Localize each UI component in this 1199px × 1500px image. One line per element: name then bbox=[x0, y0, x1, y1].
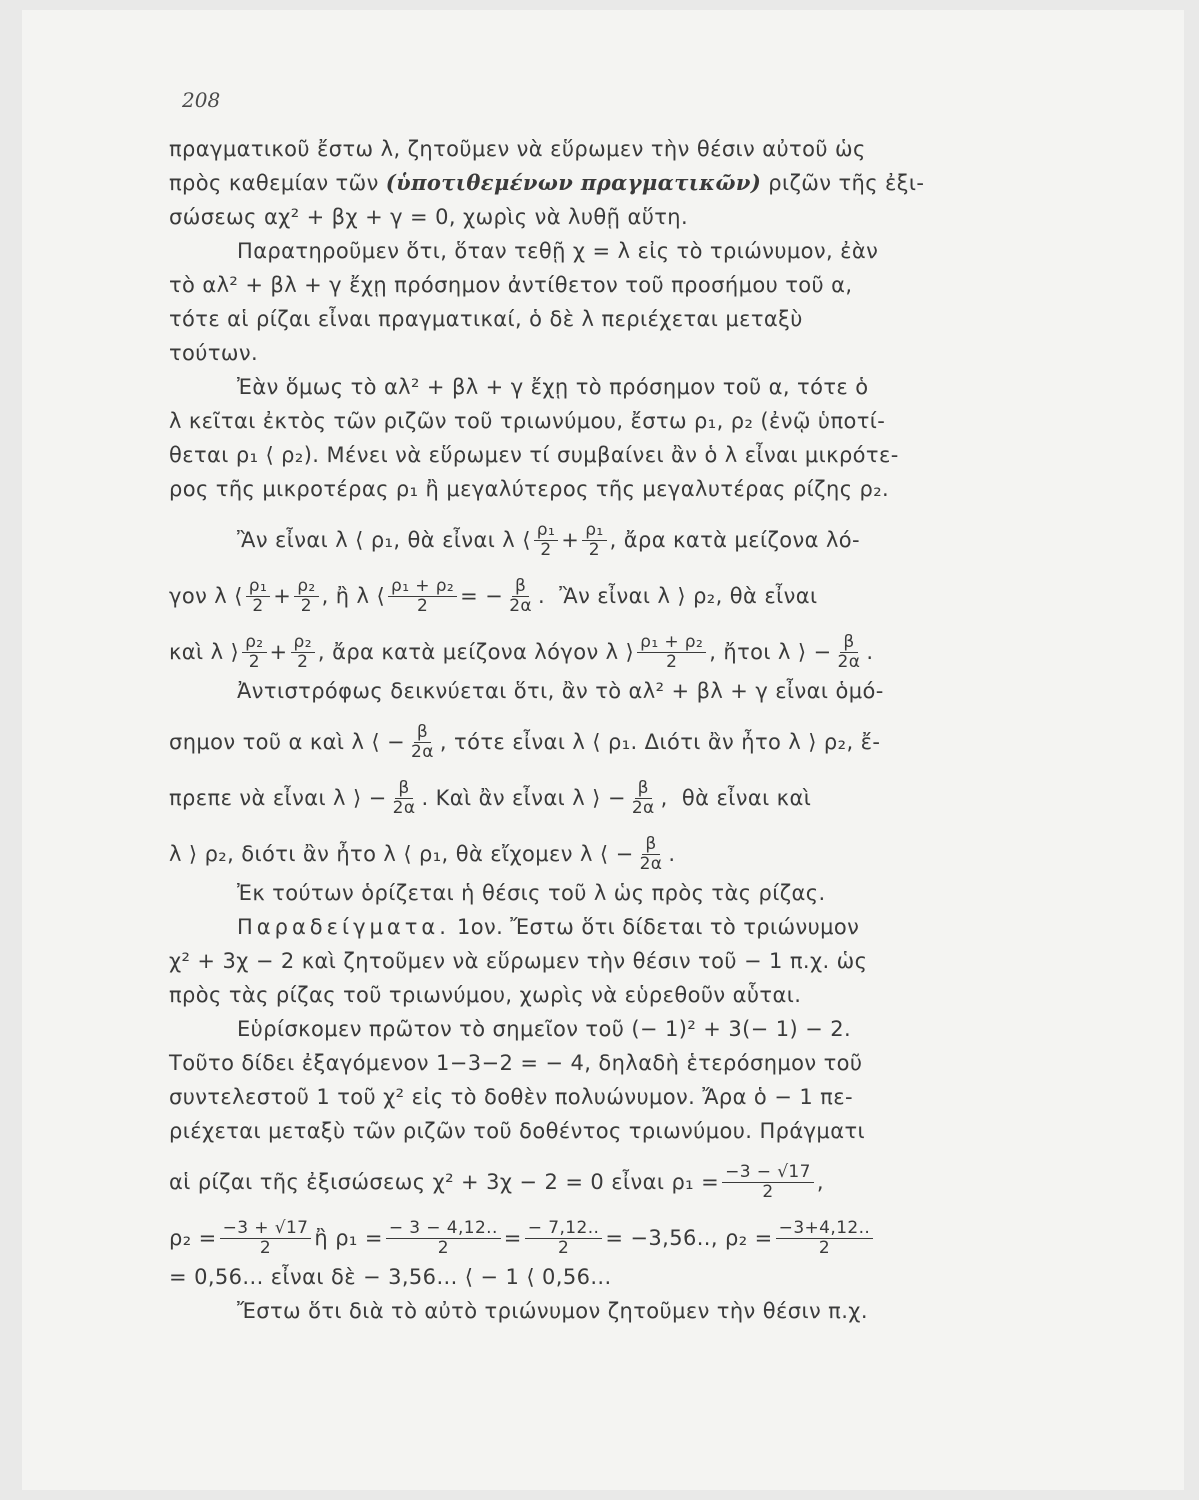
fraction: $\frac{\text{ρ₂}}{2}$ bbox=[242, 633, 266, 672]
text-line: τότε αἱ ρίζαι εἶναι πραγματικαί, ὁ δὲ λ περιέχεται μεταξὺ bbox=[169, 307, 803, 331]
fraction: $\frac{-3 - √17}{2}$ bbox=[722, 1163, 814, 1202]
text-line: χ² + 3χ − 2 καὶ ζητοῦμεν νὰ εὕρωμεν τὴν θέσιν τοῦ − 1 π.χ. ὡς bbox=[169, 949, 868, 973]
section-heading: Παραδείγματα. bbox=[237, 915, 450, 939]
text-line: σώσεως αχ² + βχ + γ = 0, χωρὶς νὰ λυθῇ αὕτη. bbox=[169, 205, 689, 229]
text-line: λ κεῖται ἐκτὸς τῶν ριζῶν τοῦ τριωνύμου, ἔστω ρ₁, ρ₂ (ἐνῷ ὑποτί- bbox=[169, 409, 886, 433]
fraction: $\frac{\text{ρ₁}}{2}$ bbox=[582, 521, 606, 560]
fraction: $\frac{\text{ρ₁}}{2}$ bbox=[534, 521, 558, 560]
fraction: $\frac{\text{ρ₁ + ρ₂}}{2}$ bbox=[637, 633, 706, 672]
text-line: ριέχεται μεταξὺ τῶν ριζῶν τοῦ δοθέντος τριωνύμου. Πράγματι bbox=[169, 1119, 865, 1143]
text-line: πρὸς καθεμίαν τῶν (ὑποτιθεμένων πραγματικῶν) ριζῶν τῆς ἐξι- bbox=[169, 170, 925, 195]
formula-line: λ ⟩ ρ₂, διότι ἂν ἦτο λ ⟨ ρ₁, θὰ εἴχομεν λ ⟨ − $\frac{\beta}{2\alpha}$ . bbox=[169, 833, 676, 874]
fraction: $\frac{\beta}{2\alpha}$ bbox=[411, 721, 434, 762]
text-line: συντελεστοῦ 1 τοῦ χ² εἰς τὸ δοθὲν πολυώνυμον. Ἄρα ὁ − 1 πε- bbox=[169, 1085, 853, 1109]
text-line: Τοῦτο δίδει ἐξαγόμενον 1−3−2 = − 4, δηλαδὴ ἑτερόσημον τοῦ bbox=[169, 1051, 863, 1075]
fraction: $\frac{\beta}{2\alpha}$ bbox=[837, 631, 861, 672]
fraction: $\frac{\beta}{2\alpha}$ bbox=[509, 575, 533, 616]
formula-line: γον λ ⟨ $\frac{\text{ρ₁}}{2}$ + $\frac{\text{ρ₂}}{2}$ , ἢ λ ⟨ $\frac{\text{ρ₁ + ρ₂}}{2}$ = − $\frac{\beta}{2\alpha}$ . Ἂν εἶναι λ ⟩ ρ₂, θὰ εἶναι bbox=[169, 575, 818, 616]
text-line: Ἔστω ὅτι διὰ τὸ αὐτὸ τριώνυμον ζητοῦμεν τὴν θέσιν π.χ. bbox=[237, 1299, 868, 1323]
text-line: πρὸς τὰς ρίζας τοῦ τριωνύμου, χωρὶς νὰ εὑρεθοῦν αὗται. bbox=[169, 983, 802, 1007]
text-line: Ἀντιστρόφως δεικνύεται ὅτι, ἂν τὸ αλ² + βλ + γ εἶναι ὁμό- bbox=[237, 679, 884, 703]
fraction: $\frac{\text{ρ₁ + ρ₂}}{2}$ bbox=[388, 577, 457, 616]
fraction: $\frac{-3+4,12..}{2}$ bbox=[776, 1219, 874, 1258]
text-line: Εὑρίσκομεν πρῶτον τὸ σημεῖον τοῦ (− 1)² + 3(− 1) − 2. bbox=[237, 1017, 852, 1041]
text-line: = 0,56... εἶναι δὲ − 3,56... ⟨ − 1 ⟨ 0,56... bbox=[169, 1265, 612, 1289]
page-number: 208 bbox=[182, 88, 221, 112]
text-line: Παραδείγματα. 1ον. Ἔστω ὅτι δίδεται τὸ τριώνυμον bbox=[237, 915, 860, 939]
text-line: Παρατηροῦμεν ὅτι, ὅταν τεθῇ χ = λ εἰς τὸ τριώνυμον, ἐὰν bbox=[237, 239, 879, 263]
fraction: $\frac{\beta}{2\alpha}$ bbox=[631, 777, 655, 818]
formula-line: πρεπε νὰ εἶναι λ ⟩ − $\frac{\beta}{2\alpha}$ . Καὶ ἂν εἶναι λ ⟩ − $\frac{\beta}{2\alpha}$ , θὰ εἶναι καὶ bbox=[169, 777, 812, 818]
emphasis-text: (ὑποτιθεμένων πραγματικῶν) bbox=[385, 170, 762, 195]
fraction: $\frac{\text{ρ₂}}{2}$ bbox=[291, 633, 315, 672]
book-page bbox=[22, 10, 1184, 1490]
formula-line: αἱ ρίζαι τῆς ἐξισώσεως χ² + 3χ − 2 = 0 εἶναι ρ₁ = $\frac{-3 - √17}{2}$ , bbox=[169, 1161, 824, 1202]
fraction: $\frac{-3 + √17}{2}$ bbox=[220, 1219, 312, 1258]
page-body bbox=[169, 138, 1099, 1334]
text-line: τούτων. bbox=[169, 341, 259, 365]
formula-line: ρ₂ = $\frac{-3 + √17}{2}$ ἢ ρ₁ = $\frac{- 3 - 4,12..}{2}$ = $\frac{- 7,12..}{2}$ = −3,56.., ρ₂ = $\frac{-3+4,12..}{2}$ bbox=[169, 1210, 1099, 1266]
fraction: $\frac{\beta}{2\alpha}$ bbox=[392, 777, 416, 818]
fraction: $\frac{\text{ρ₁}}{2}$ bbox=[246, 577, 270, 616]
fraction: $\frac{\beta}{2\alpha}$ bbox=[639, 833, 663, 874]
text-line: πραγματικοῦ ἔστω λ, ζητοῦμεν νὰ εὕρωμεν τὴν θέσιν αὐτοῦ ὡς bbox=[169, 137, 866, 161]
text-line: ρος τῆς μικροτέρας ρ₁ ἢ μεγαλύτερος τῆς μεγαλυτέρας ρίζης ρ₂. bbox=[169, 477, 890, 501]
formula-line: Ἂν εἶναι λ ⟨ ρ₁, θὰ εἶναι λ ⟨ $\frac{\text{ρ₁}}{2}$ + $\frac{\text{ρ₁}}{2}$ , ἄρα κατὰ μείζονα λό- bbox=[237, 519, 861, 560]
fraction: $\frac{- 3 - 4,12..}{2}$ bbox=[386, 1219, 501, 1258]
text-line: Ἐὰν ὅμως τὸ αλ² + βλ + γ ἔχῃ τὸ πρόσημον τοῦ α, τότε ὁ bbox=[237, 375, 869, 399]
text-line: τὸ αλ² + βλ + γ ἔχῃ πρόσημον ἀντίθετον τοῦ προσήμου τοῦ α, bbox=[169, 273, 853, 297]
formula-line: καὶ λ ⟩ $\frac{\text{ρ₂}}{2}$ + $\frac{\text{ρ₂}}{2}$ , ἄρα κατὰ μείζονα λόγον λ ⟩ $\frac{\text{ρ₁ + ρ₂}}{2}$ , ἤτοι λ ⟩ − $\frac{\beta}{2\alpha}$ . bbox=[169, 631, 874, 672]
formula-line: σημον τοῦ α καὶ λ ⟨ − $\frac{\beta}{2\alpha}$ , τότε εἶναι λ ⟨ ρ₁. Διότι ἂν ἦτο λ ⟩ ρ₂, ἔ- bbox=[169, 721, 881, 762]
fraction: $\frac{- 7,12..}{2}$ bbox=[525, 1219, 603, 1258]
text-line: Ἐκ τούτων ὁρίζεται ἡ θέσις τοῦ λ ὡς πρὸς τὰς ρίζας. bbox=[237, 881, 826, 905]
text-line: θεται ρ₁ ⟨ ρ₂). Μένει νὰ εὕρωμεν τί συμβαίνει ἂν ὁ λ εἶναι μικρότε- bbox=[169, 443, 899, 467]
fraction: $\frac{\text{ρ₂}}{2}$ bbox=[294, 577, 318, 616]
